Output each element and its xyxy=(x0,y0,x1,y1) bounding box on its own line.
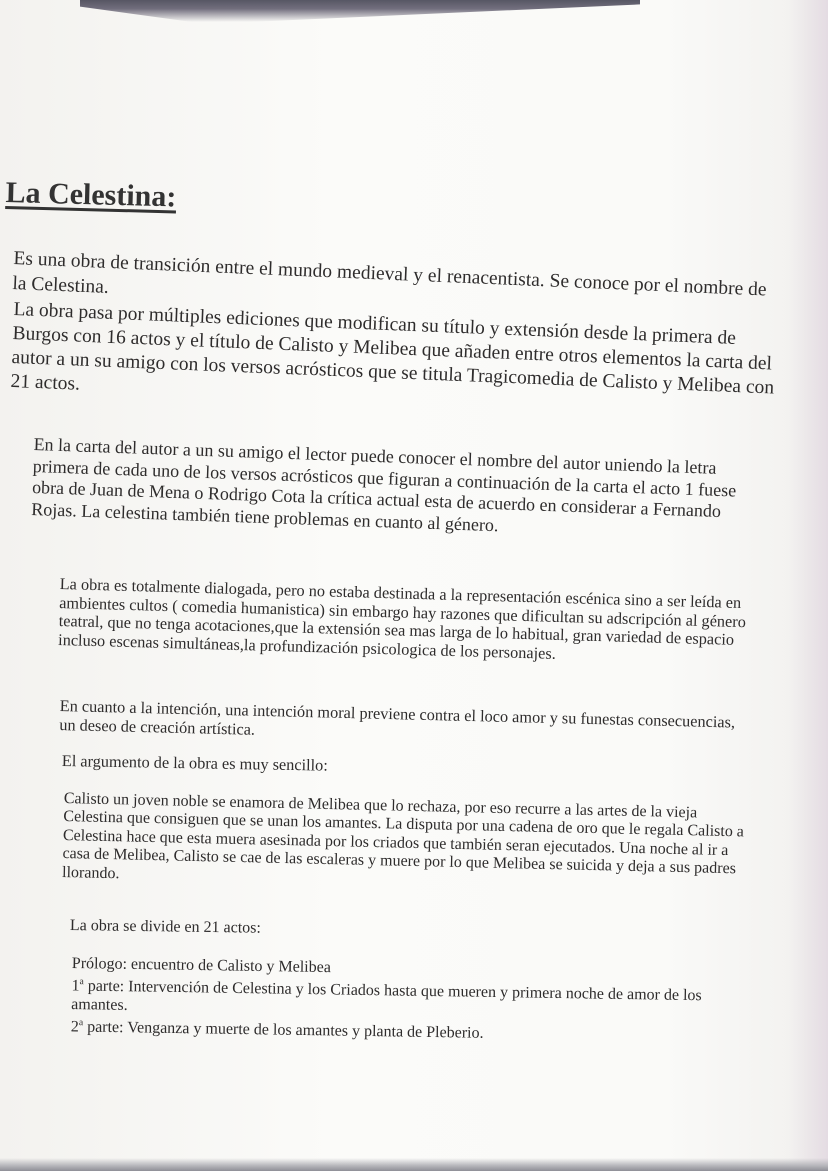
paragraph-acts: La obra se divide en 21 actos: xyxy=(69,917,262,937)
structure-text: Intervención de Celestina y los Criados hasta que mueren y primera noche de amor de los amantes. xyxy=(71,978,702,1014)
scan-bottom-edge xyxy=(0,1158,828,1171)
structure-label-rest: parte: xyxy=(82,1018,124,1037)
structure-list xyxy=(71,955,762,1048)
scan-right-shadow xyxy=(788,0,828,1171)
paragraph-argument: Calisto un joven noble se enamora de Melibea que lo rechaza, por eso recurre a las artes de la vieja Celestina que consiguen que se unan los amantes. La disputa por una cadena de oro que le regala Calisto a Celestina hace que esta muera asesinada por los criados que también seran ejecutados. Una noche al ir a casa de Melibea, Calisto se cae de las escaleras y muere por lo que Melibea se suicida y deja a sus padres llorando. xyxy=(61,790,745,882)
structure-sup: a xyxy=(78,1017,84,1029)
structure-text: Venganza y muerte de los amantes y planta de Pleberio. xyxy=(123,1019,484,1043)
paragraph-argument-intro: El argumento de la obra es muy sencillo: xyxy=(61,751,328,775)
scan-top-shadow xyxy=(80,0,640,22)
structure-text: encuentro de Calisto y Melibea xyxy=(126,955,332,977)
structure-label: Prólogo: xyxy=(71,955,128,973)
paragraph-intention: En cuanto a la intención, una intención moral previene contra el loco amor y su funestas consecuencias, un deseo de creación artística. xyxy=(59,696,736,739)
paragraph-editions: La obra pasa por múltiples ediciones que modifican su título y extensión desde la primera de Burgos con 16 actos y el título de Calisto y Melibea que añaden entre otros elementos la carta del autor a un su amigo con los versos acrósticos que se titula Tragicomedia de Calisto y Melibea con 21 actos. xyxy=(10,298,775,399)
structure-label: 1 xyxy=(71,977,80,995)
paragraph-genre: La obra es totalmente dialogada, pero no estaba destinada a la representación escénica sino a ser leída en ambientes cultos ( comedia humanistica) sin embargo hay razones que dificultan su adscripción al género teatral, que no tenga acotaciones,que la extensión sea mas larga de lo habitual, gran variedad de espacio incluso escenas simultáneas,la profundización psicologica de los personajes. xyxy=(57,574,747,663)
structure-sup: a xyxy=(79,976,84,988)
structure-label: 2 xyxy=(70,1018,80,1036)
paragraph-intro: Es una obra de transición entre el mundo medieval y el renacentista. Se conoce por el nombre de la Celestina. xyxy=(11,247,767,301)
paragraph-author: En la carta del autor a un su amigo el lector puede conocer el nombre del autor uniendo la letra primera de cada uno de los versos acrósticos que figuran a continuación de la carta el acto 1 fuese obra de Juan de Mena o Rodrigo Cota la crítica actual esta de acuerdo en considerar a Fernando Rojas. La celestina también tiene problemas en cuanto al género. xyxy=(31,434,737,535)
document-title: La Celestina: xyxy=(5,176,177,214)
structure-label-rest: parte: xyxy=(83,977,125,996)
